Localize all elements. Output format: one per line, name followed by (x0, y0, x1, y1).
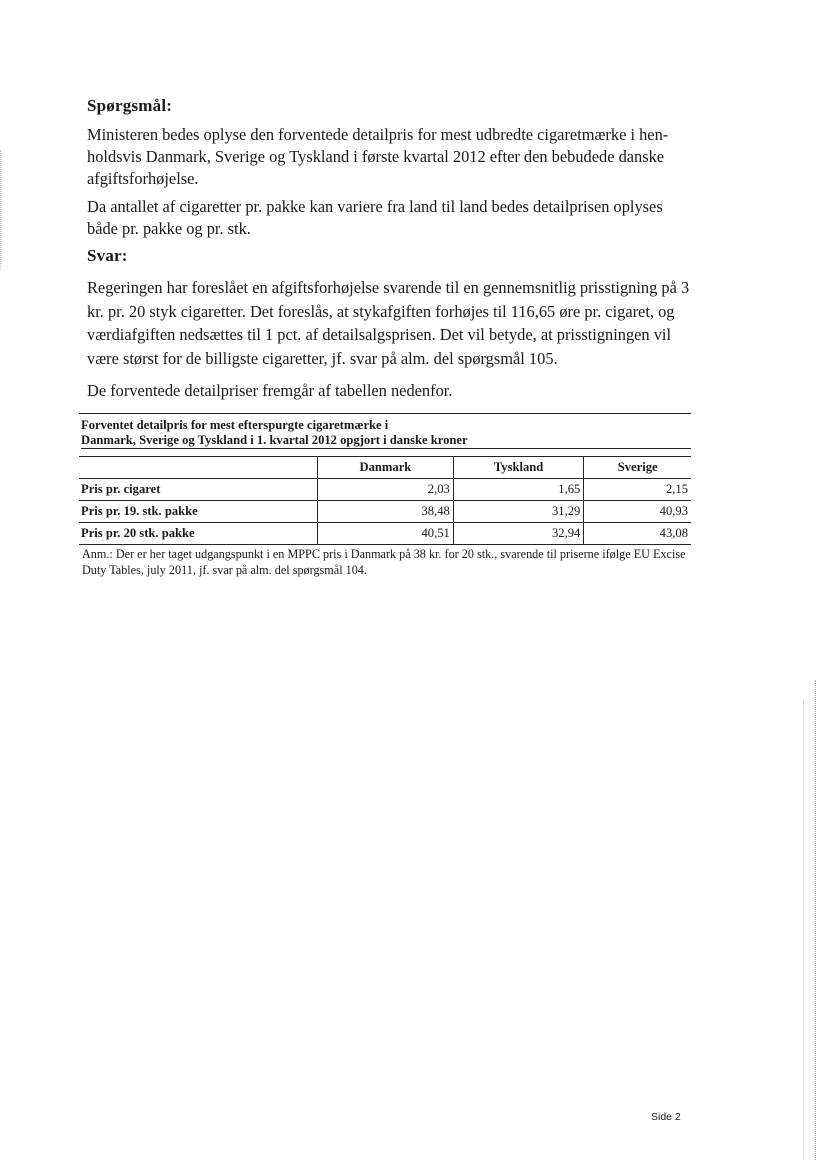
question-paragraph-1: Ministeren bedes oplyse den forventede detailpris for mest udbredte cigaretmærke i hen-holdsvis Danmark, Sverige og Tyskland i første kvartal 2012 efter den bebudede danske afgiftsforhøjelse. (87, 125, 669, 188)
cell-danmark: 40,51 (318, 523, 454, 545)
table-note: Anm.: Der er her taget udgangspunkt i en MPPC pris i Danmark på 38 kr. for 20 stk., svarende til priserne ifølge EU Excise Duty Tables, july 2011, jf. svar på alm. del spørgsmål 104. (82, 547, 686, 577)
column-header-tyskland: Tyskland (453, 457, 584, 479)
question-heading: Spørgsmål: (87, 96, 173, 115)
table-row (79, 523, 691, 545)
cell-tyskland: 1,65 (453, 479, 584, 501)
table-row (79, 479, 691, 501)
column-header-danmark: Danmark (318, 457, 454, 479)
scan-artifact-right (815, 680, 817, 1160)
row-label: Pris pr. 19. stk. pakke (79, 501, 318, 523)
table-title (79, 413, 691, 449)
scan-artifact-right-inner (803, 700, 805, 1160)
page-number: Side 2 (651, 1111, 681, 1123)
cell-danmark: 38,48 (318, 501, 454, 523)
column-header-sverige: Sverige (584, 457, 691, 479)
answer-heading: Svar: (87, 246, 128, 265)
table-header-blank (79, 457, 318, 479)
table-title-line-2: Danmark, Sverige og Tyskland i 1. kvartal 2012 opgjort i danske kroner (81, 433, 691, 449)
answer-paragraph-1: Regeringen har foreslået en afgiftsforhøjelse svarende til en gennemsnitlig prisstigning på 3 kr. pr. 20 styk cigaretter. Det foreslås, at stykafgiften forhøjes til 116,65 øre pr. cigaret, og værdiafgiften nedsættes til 1 pct. af detailsalgsprisen. Det vil betyde, at prisstigningen vil være størst for de billigste cigaretter, jf. svar på alm. del spørgsmål 105. (87, 278, 690, 368)
cell-tyskland: 32,94 (453, 523, 584, 545)
cell-sverige: 43,08 (584, 523, 691, 545)
table-header-row (79, 457, 691, 479)
table-title-line-1: Forventet detailpris for mest efterspurgte cigaretmærke i (81, 418, 389, 432)
cell-danmark: 2,03 (318, 479, 454, 501)
cell-tyskland: 31,29 (453, 501, 584, 523)
table-row (79, 501, 691, 523)
answer-paragraph-2: De forventede detailpriser fremgår af tabellen nedenfor. (87, 381, 453, 400)
row-label: Pris pr. 20 stk. pakke (79, 523, 318, 545)
cell-sverige: 2,15 (584, 479, 691, 501)
scan-artifact-left (0, 150, 2, 270)
row-label: Pris pr. cigaret (79, 479, 318, 501)
cell-sverige: 40,93 (584, 501, 691, 523)
price-table (79, 456, 691, 545)
price-table-block (79, 413, 691, 578)
question-paragraph-2: Da antallet af cigaretter pr. pakke kan variere fra land til land bedes detailprisen oplyses både pr. pakke og pr. stk. (87, 197, 663, 238)
